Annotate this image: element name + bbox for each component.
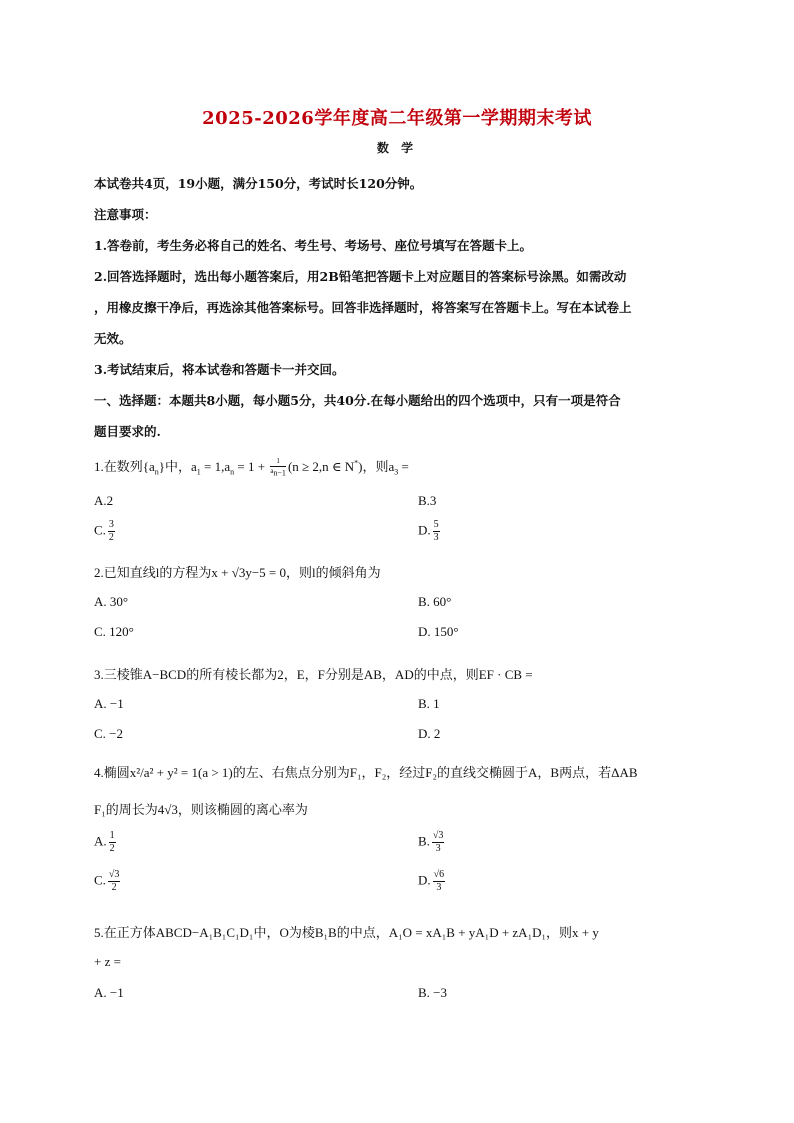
question-2-option-c: C. 120°: [94, 624, 134, 639]
question-5-option-b: B. −3: [418, 985, 448, 1000]
question-3-option-b: B. 1: [418, 696, 440, 711]
question-2-option-a: A. 30°: [94, 594, 129, 609]
note-3: 3.考试结束后，将本试卷和答题卡一并交回。: [94, 362, 345, 377]
question-2-option-d: D. 150°: [418, 624, 459, 639]
question-3-option-d: D. 2: [418, 726, 441, 741]
question-1-option-a: A.2: [94, 493, 114, 508]
question-4-stem-cont: F₁的周长为4√3，则该椭圆的离心率为: [94, 802, 308, 817]
subject-heading: 数 学: [376, 141, 418, 155]
question-4-option-b: B. $\frac{√3}{3}$: [418, 830, 444, 854]
question-3-stem: 3.三棱锥A−BCD的所有棱长都为2，E，F分别是AB，AD的中点，则EF · CB =: [94, 667, 533, 682]
notice-heading: 注意事项：: [94, 207, 157, 222]
section-heading-cont: 题目要求的.: [94, 424, 161, 439]
section-heading: 一、选择题：本题共8小题，每小题5分，共40分.在每小题给出的四个选项中，只有一项是符合: [94, 393, 621, 408]
question-5-stem-cont: + z =: [94, 954, 121, 969]
question-1-stem: 1.在数列$\{a_n\}$中，$a_1 = 1,a_n = 1$ + $\frac{1}{a_{n-1}}$ (n ≥ 2,n ∈ N*)，则$a_3$ =: [94, 457, 409, 478]
question-4-option-d: D. $\frac{√6}{3}$: [418, 869, 445, 893]
note-2-end: 无效。: [94, 331, 132, 346]
question-1-option-c: C. $\frac{3}{2}$: [94, 519, 114, 543]
question-3-option-c: C. −2: [94, 726, 124, 741]
note-2: 2.回答选择题时，选出每小题答案后，用2B铅笔把答题卡上对应题目的答案标号涂黑。如需改动: [94, 269, 627, 284]
note-1: 1.答卷前，考生务必将自己的姓名、考生号、考场号、座位号填写在答题卡上。: [94, 238, 533, 253]
question-4-option-c: C. $\frac{√3}{2}$: [94, 869, 120, 893]
question-1-option-d: D. $\frac{5}{3}$: [418, 519, 439, 543]
question-4-option-a: A. $\frac{1}{2}$: [94, 830, 115, 854]
exam-title: 2025-2026学年度高二年级第一学期期末考试: [202, 108, 592, 129]
question-3-option-a: A. −1: [94, 696, 124, 711]
question-5-option-a: A. −1: [94, 985, 124, 1000]
question-2-stem: 2.已知直线l的方程为x + √3y−5 = 0，则l的倾斜角为: [94, 565, 381, 580]
question-4-stem: 4.椭圆x²/a² + y² = 1(a > 1)的左、右焦点分别为F₁，F₂，经过F₂的直线交椭圆于A，B两点，若ΔAB: [94, 765, 638, 780]
question-2-option-b: B. 60°: [418, 594, 452, 609]
question-1-fraction: $\frac{1}{a_{n-1}}$: [270, 457, 286, 478]
note-2-cont: ，用橡皮擦干净后，再选涂其他答案标号。回答非选择题时，将答案写在答题卡上。写在本试卷上: [94, 300, 632, 315]
exam-summary: 本试卷共4页，19小题，满分150分，考试时长120分钟。: [94, 176, 423, 191]
question-1-option-b: B.3: [418, 493, 437, 508]
question-5-stem: 5.在正方体ABCD−A₁B₁C₁D₁中，O为棱B₁B的中点，A₁O = xA₁B + yA₁D + zA₁D₁，则x + y: [94, 925, 599, 940]
